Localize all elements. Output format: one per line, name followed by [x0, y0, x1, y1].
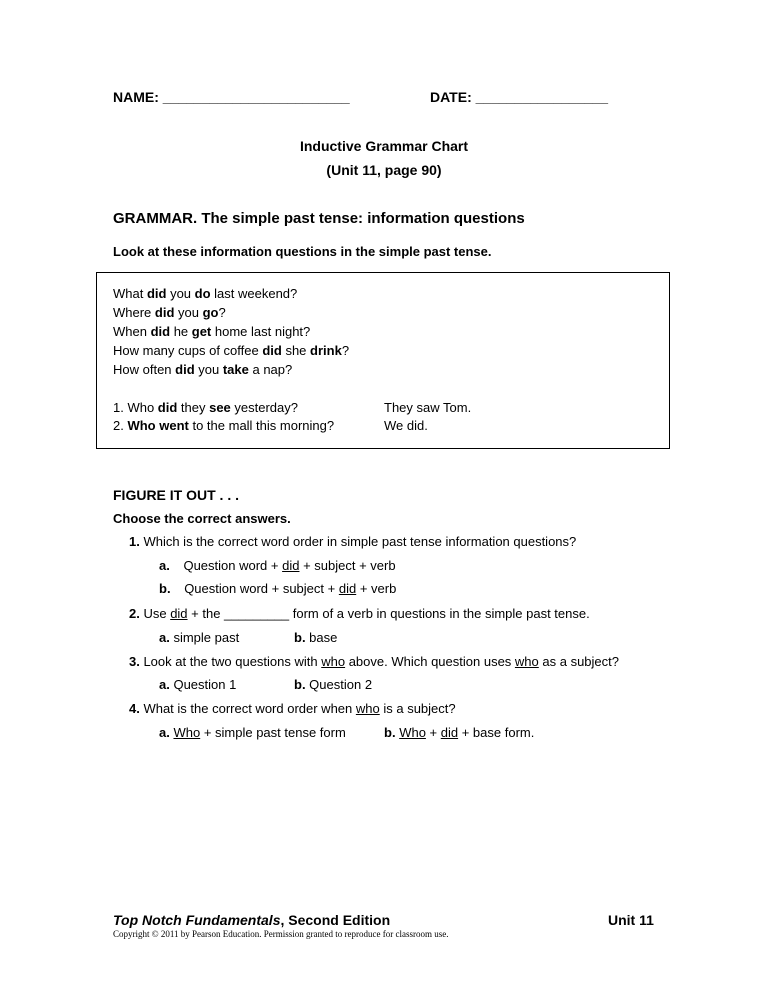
- example-line: What did you do last weekend?: [113, 286, 298, 301]
- footer-book-title: Top Notch Fundamentals, Second Edition: [113, 912, 391, 928]
- question-2-option-b: b. base: [294, 630, 338, 645]
- name-label: NAME:: [113, 89, 159, 105]
- name-field: [113, 89, 350, 105]
- question-1-option-b: b. Question word + subject + did + verb: [159, 581, 397, 596]
- question-4-option-a: a. Who + simple past tense form: [159, 725, 346, 740]
- name-blank: ________________________: [162, 89, 350, 105]
- question-1: 1. Which is the correct word order in simple past tense information questions?: [129, 534, 577, 549]
- example-line: How many cups of coffee did she drink?: [113, 343, 350, 358]
- footer-unit: Unit 11: [608, 912, 654, 928]
- figure-it-out-heading: FIGURE IT OUT . . .: [113, 487, 239, 503]
- example-line: When did he get home last night?: [113, 324, 311, 339]
- example-line: How often did you take a nap?: [113, 362, 293, 377]
- question-4-option-b: b. Who + did + base form.: [384, 725, 535, 740]
- page-title: Inductive Grammar Chart: [299, 138, 469, 154]
- who-example-2: 2. Who went to the mall this morning?: [113, 418, 335, 433]
- page-subtitle: (Unit 11, page 90): [326, 162, 442, 178]
- grammar-heading: GRAMMAR. The simple past tense: information questions: [113, 210, 525, 227]
- date-field: [430, 89, 608, 105]
- who-answer-1: They saw Tom.: [384, 400, 472, 415]
- question-1-option-a: a. Question word + did + subject + verb: [159, 558, 396, 573]
- who-answer-2: We did.: [384, 418, 428, 433]
- who-example-1: 1. Who did they see yesterday?: [113, 400, 298, 415]
- question-3: 3. Look at the two questions with who above. Which question uses who as a subject?: [129, 654, 619, 669]
- question-3-option-b: b. Question 2: [294, 677, 373, 692]
- example-line: Where did you go?: [113, 305, 226, 320]
- date-label: DATE:: [430, 89, 472, 105]
- copyright-notice: Copyright © 2011 by Pearson Education. Permission granted to reproduce for classroom use.: [113, 929, 449, 939]
- date-blank: _________________: [475, 89, 608, 105]
- question-3-option-a: a. Question 1: [159, 677, 237, 692]
- question-4: 4. What is the correct word order when who is a subject?: [129, 701, 456, 716]
- instruction-text: Look at these information questions in the simple past tense.: [113, 244, 492, 259]
- question-2-option-a: a. simple past: [159, 630, 240, 645]
- choose-heading: Choose the correct answers.: [113, 511, 291, 526]
- question-2: 2. Use did + the _________ form of a verb in questions in the simple past tense.: [129, 606, 590, 621]
